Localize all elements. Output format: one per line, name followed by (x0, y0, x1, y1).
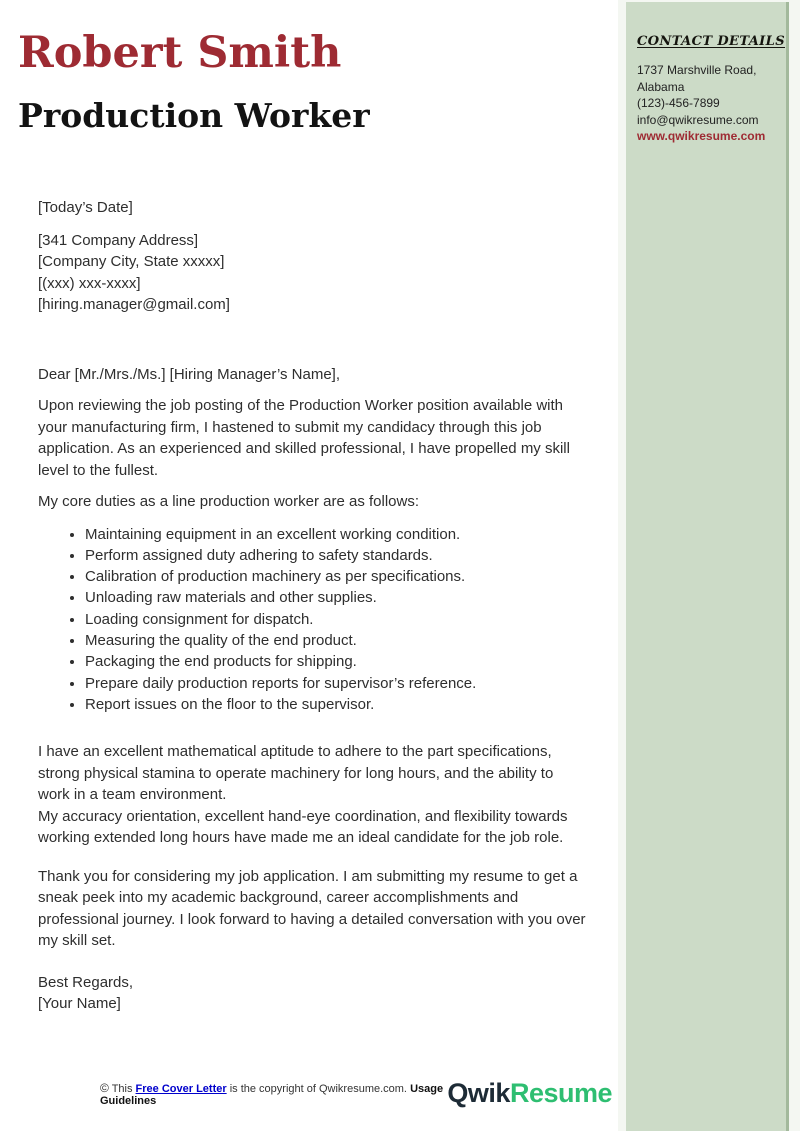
contact-block (626, 2, 786, 145)
closing-paragraph: Thank you for considering my job application. I am submitting my resume to get a sneak peek into my academic background, career accomplishments and professional journey. I look forward to having a detailed conversation with you over my skill set. (38, 867, 586, 950)
applicant-name: Robert Smith (18, 28, 342, 78)
contact-address-line: Alabama (637, 79, 685, 94)
duty-item: • Measuring the quality of the end product. (85, 630, 586, 651)
page-footer (100, 1080, 612, 1107)
contact-email: info@qwikresume.com (637, 112, 759, 127)
qualifications-paragraph (38, 741, 586, 849)
duty-item: • Perform assigned duty adhering to safety standards. (85, 545, 586, 566)
job-title: Production Worker (18, 95, 370, 135)
contact-address-line: 1737 Marshville Road, (637, 63, 757, 77)
company-address-line: [341 Company Address] (38, 231, 199, 249)
company-phone-line: [(xxx) xxx-xxxx] (38, 274, 141, 292)
duties-intro: My core duties as a line production worker are as follows: (38, 493, 420, 510)
letter-header (18, 28, 370, 135)
qualifications-sentence: I have an excellent mathematical aptitude to adhere to the part specifications, strong physical stamina to operate machinery for long hours, and the ability to work in a team environment. (38, 743, 554, 804)
qualifications-sentence: My accuracy orientation, excellent hand-eye coordination, and flexibility towards working extended long hours have made me an ideal candidate for the job role. (38, 807, 568, 847)
qwikresume-logo (447, 1080, 612, 1107)
date-placeholder: [Today’s Date] (38, 199, 133, 216)
copyright-icon: © (100, 1080, 109, 1095)
duty-item: • Packaging the end products for shipping. (85, 651, 586, 672)
intro-paragraph: Upon reviewing the job posting of the Production Worker position available with your manufacturing firm, I hastened to submit my candidacy through this job application. As an experienced and skilled professional, I have propelled my skill level to the fullest. (38, 397, 570, 479)
duty-item: • Prepare daily production reports for supervisor’s reference. (85, 673, 586, 694)
company-address-line: [Company City, State xxxxx] (38, 253, 225, 270)
duties-list (38, 524, 586, 716)
copyright-text-prefix: This (111, 1082, 133, 1095)
copyright-line (100, 1081, 447, 1107)
duty-item: • Maintaining equipment in an excellent working condition. (85, 524, 586, 545)
contact-sidebar (618, 0, 800, 1131)
hiring-manager-email-line: [hiring.manager@gmail.com] (38, 296, 230, 313)
contact-details-heading: CONTACT DETAILS (637, 34, 785, 49)
duty-item: • Unloading raw materials and other supplies. (85, 587, 586, 608)
duty-item: • Loading consignment for dispatch. (85, 609, 586, 630)
logo-qwik-text: Qwik (447, 1078, 510, 1108)
signature-placeholder: [Your Name] (38, 995, 121, 1013)
usage-guidelines-link[interactable]: Usage Guidelines (100, 1082, 444, 1107)
sign-off: Best Regards, (38, 973, 134, 991)
free-cover-letter-link[interactable]: Free Cover Letter (135, 1082, 227, 1095)
contact-sidebar-panel (626, 2, 789, 1131)
copyright-text-middle: is the copyright of Qwikresume.com. (229, 1082, 407, 1095)
qwikresume-website-link[interactable]: www.qwikresume.com (637, 129, 766, 143)
logo-resume-text: Resume (509, 1078, 612, 1108)
salutation: Dear [Mr./Mrs./Ms.] [Hiring Manager’s Name], (38, 365, 341, 383)
contact-phone: (123)-456-7899 (637, 96, 720, 110)
duty-item: • Calibration of production machinery as per specifications. (85, 566, 586, 587)
company-address-block (38, 230, 586, 316)
letter-body (38, 197, 586, 1015)
duty-item: • Report issues on the floor to the supervisor. (85, 694, 586, 715)
